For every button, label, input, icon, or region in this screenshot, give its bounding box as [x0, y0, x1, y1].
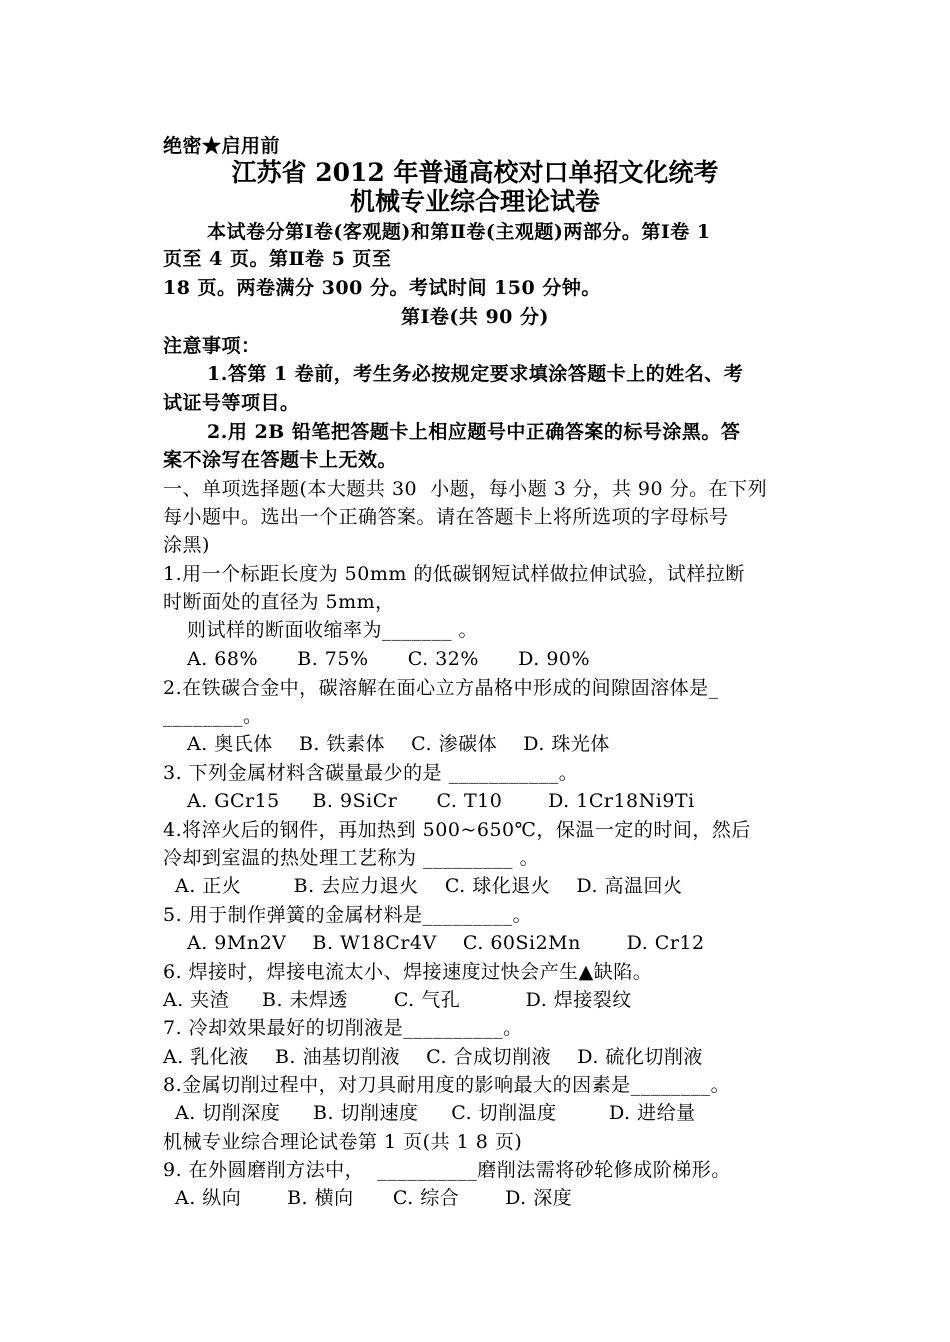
question-text: 4.将淬火后的钢件，再加热到 500~650℃，保温一定的时间，然后 [163, 819, 751, 841]
question-text: 9. 在外圆磨削方法中， __________磨削法需将砂轮修成阶梯形。 [163, 1159, 731, 1181]
confidential-label: 绝密★启用前 [163, 135, 281, 157]
answer-options: A. 夹渣 B. 未焊透 C. 气孔 D. 焊接裂纹 [163, 989, 632, 1011]
question-text: 7. 冷却效果最好的切削液是__________。 [163, 1017, 523, 1039]
note-item: 1.答第 1 卷前，考生务必按规定要求填涂答题卡上的姓名、考 [207, 363, 744, 385]
answer-options: A. GCr15 B. 9SiCr C. T10 D. 1Cr18Ni9Ti [187, 790, 695, 812]
question-text: 则试样的断面收缩率为_______ 。 [187, 619, 479, 641]
answer-options: A. 纵向 B. 横向 C. 综合 D. 深度 [175, 1187, 573, 1209]
question-text: ________。 [163, 705, 263, 727]
answer-options: A. 奥氏体 B. 铁素体 C. 渗碳体 D. 珠光体 [187, 733, 610, 755]
exam-title: 江苏省 2012 年普通高校对口单招文化统考 [231, 158, 719, 187]
page-footer: 机械专业综合理论试卷第 1 页(共 1 8 页) [163, 1131, 523, 1153]
question-text: 5. 用于制作弹簧的金属材料是_________。 [163, 904, 533, 926]
answer-options: A. 正火 B. 去应力退火 C. 球化退火 D. 高温回火 [175, 875, 683, 897]
question-text: 时断面处的直径为 5mm， [163, 591, 395, 613]
question-text: 2.在铁碳合金中，碳溶解在面心立方晶格中形成的间隙固溶体是_ [163, 677, 719, 699]
notes-heading: 注意事项： [163, 335, 261, 357]
answer-options: A. 9Mn2V B. W18Cr4V C. 60Si2Mn D. Cr12 [187, 932, 705, 954]
question-text: 冷却到室温的热处理工艺称为 _________ 。 [163, 847, 540, 869]
intro-line: 18 页。两卷满分 300 分。考试时间 150 分钟。 [163, 277, 601, 299]
section-instructions: 一、单项选择题(本大题共 30 小题，每小题 3 分，共 90 分。在下列 [163, 478, 768, 500]
note-item: 2.用 2B 铅笔把答题卡上相应题号中正确答案的标号涂黑。答 [207, 421, 741, 443]
answer-options: A. 乳化液 B. 油基切削液 C. 合成切削液 D. 硫化切削液 [163, 1046, 703, 1068]
intro-line: 页至 4 页。第Ⅱ卷 5 页至 [163, 248, 392, 270]
answer-options: A. 68% B. 75% C. 32% D. 90% [187, 648, 591, 670]
section-instructions: 涂黑) [163, 534, 210, 556]
note-item: 试证号等项目。 [163, 392, 300, 414]
part-heading: 第Ⅰ卷(共 90 分) [400, 306, 550, 328]
question-text: 1.用一个标距长度为 50mm 的低碳钢短试样做拉伸试验，试样拉断 [163, 563, 745, 585]
intro-line: 本试卷分第Ⅰ卷(客观题)和第Ⅱ卷(主观题)两部分。第Ⅰ卷 1 [207, 221, 711, 243]
question-text: 6. 焊接时，焊接电流太小、焊接速度过快会产生▲缺陷。 [163, 961, 653, 983]
section-instructions: 每小题中。选出一个正确答案。请在答题卡上将所选项的字母标号 [163, 506, 729, 528]
answer-options: A. 切削深度 B. 切削速度 C. 切削温度 D. 进给量 [175, 1102, 696, 1124]
exam-subtitle: 机械专业综合理论试卷 [349, 187, 600, 216]
question-text: 8.金属切削过程中，对刀具耐用度的影响最大的因素是________。 [163, 1074, 731, 1096]
question-text: 3. 下列金属材料含碳量最少的是 ___________。 [163, 762, 579, 784]
note-item: 案不涂写在答题卡上无效。 [163, 449, 398, 471]
